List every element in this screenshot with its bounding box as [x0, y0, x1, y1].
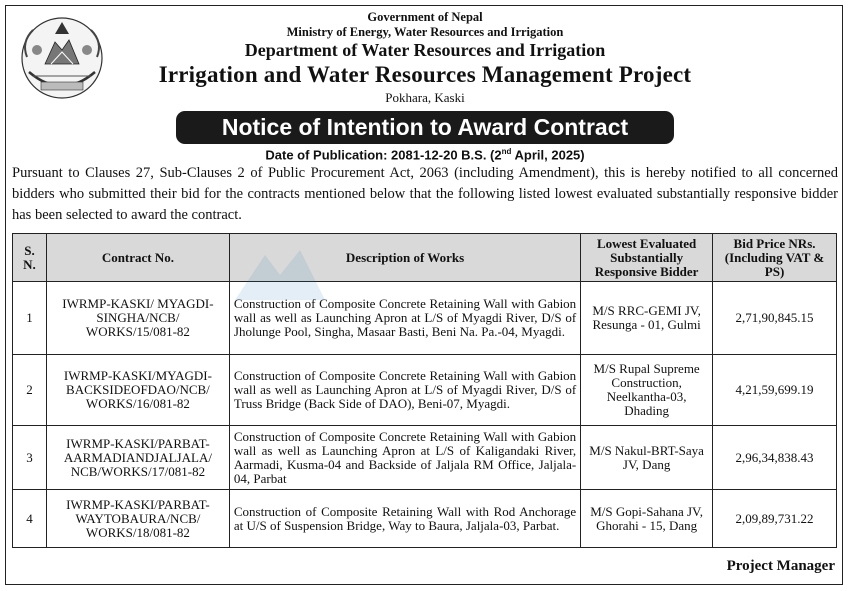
table-row [13, 282, 837, 355]
publication-date: Date of Publication: 2081-12-20 B.S. (2nd April, 2025) [265, 147, 585, 163]
table-row [13, 355, 837, 426]
cell-bid-price: 2,09,89,731.22 [713, 490, 837, 548]
cell-description: Construction of Composite Concrete Retaining Wall with Gabion wall as well as Launching Apron at L/S of Myagdi River, D/S of Jholunge Pool, Singha, Masaar Basti, Beni Na. Pa.-04, Myagdi. [229, 282, 580, 355]
department-title: Department of Water Resources and Irrigation [244, 40, 606, 60]
table-header-row [13, 234, 837, 282]
cell-contract-no: IWRMP-KASKI/MYAGDI-BACKSIDEOFDAO/NCB/ WORKS/16/081-82 [46, 355, 229, 426]
cell-sn: 4 [13, 490, 47, 548]
intro-paragraph: Pursuant to Clauses 27, Sub-Clauses 2 of Public Procurement Act, 2063 (including Amendment), this is hereby notified to all concerned bidders who submitted their bid for the contracts mentioned below that the following listed lowest evaluated substantially responsive bidder has been selected to award the contract. [12, 165, 838, 223]
project-manager-signature: Project Manager [726, 558, 835, 574]
government-title: Government of Nepal [367, 10, 483, 24]
cell-bidder: M/S Gopi-Sahana JV, Ghorahi - 15, Dang [581, 490, 713, 548]
nepal-government-emblem-icon [15, 12, 110, 104]
cell-sn: 1 [13, 282, 47, 355]
notice-title-banner: Notice of Intention to Award Contract [176, 111, 674, 144]
cell-contract-no: IWRMP-KASKI/ MYAGDI-SINGHA/NCB/ WORKS/15/081-82 [46, 282, 229, 355]
location-text: Pokhara, Kaski [385, 90, 465, 105]
header-bidder: Lowest Evaluated Substantially Responsive Bidder [581, 234, 713, 282]
cell-contract-no: IWRMP-KASKI/PARBAT-WAYTOBAURA/NCB/ WORKS/18/081-82 [46, 490, 229, 548]
cell-description: Construction of Composite Retaining Wall with Rod Anchorage at U/S of Suspension Bridge, Way to Baura, Jaljala-03, Parbat. [229, 490, 580, 548]
cell-bid-price: 2,96,34,838.43 [713, 426, 837, 490]
ministry-title: Ministry of Energy, Water Resources and Irrigation [286, 25, 564, 39]
cell-contract-no: IWRMP-KASKI/PARBAT-AARMADIANDJALJALA/ NCB/WORKS/17/081-82 [46, 426, 229, 490]
cell-bidder: M/S Nakul-BRT-Saya JV, Dang [581, 426, 713, 490]
cell-sn: 3 [13, 426, 47, 490]
project-title: Irrigation and Water Resources Management Project [158, 62, 692, 87]
cell-description: Construction of Composite Concrete Retaining Wall with Gabion wall as well as Launching Apron at L/S of Myagdi River, D/S of Truss Bridge (Back Side of DAO), Beni-07, Myagdi. [229, 355, 580, 426]
cell-bidder: M/S RRC-GEMI JV, Resunga - 01, Gulmi [581, 282, 713, 355]
table-row [13, 426, 837, 490]
watermark-logo-icon [225, 240, 335, 320]
table-row [13, 490, 837, 548]
cell-sn: 2 [13, 355, 47, 426]
cell-bidder: M/S Rupal Supreme Construction, Neelkantha-03, Dhading [581, 355, 713, 426]
cell-description: Construction of Composite Concrete Retaining Wall with Gabion wall as well as Launching Apron at L/S of Kaligandaki River, Aarmadi, Kusma-04 and Backside of Jaljala RM Office, Jaljala-04, Parbat [229, 426, 580, 490]
cell-bid-price: 2,71,90,845.15 [713, 282, 837, 355]
header-bid-price: Bid Price NRs. (Including VAT & PS) [713, 234, 837, 282]
cell-bid-price: 4,21,59,699.19 [713, 355, 837, 426]
header-contract-no: Contract No. [46, 234, 229, 282]
award-table [12, 233, 837, 548]
header-description: Description of Works [229, 234, 580, 282]
header-sn: S. N. [13, 234, 47, 282]
